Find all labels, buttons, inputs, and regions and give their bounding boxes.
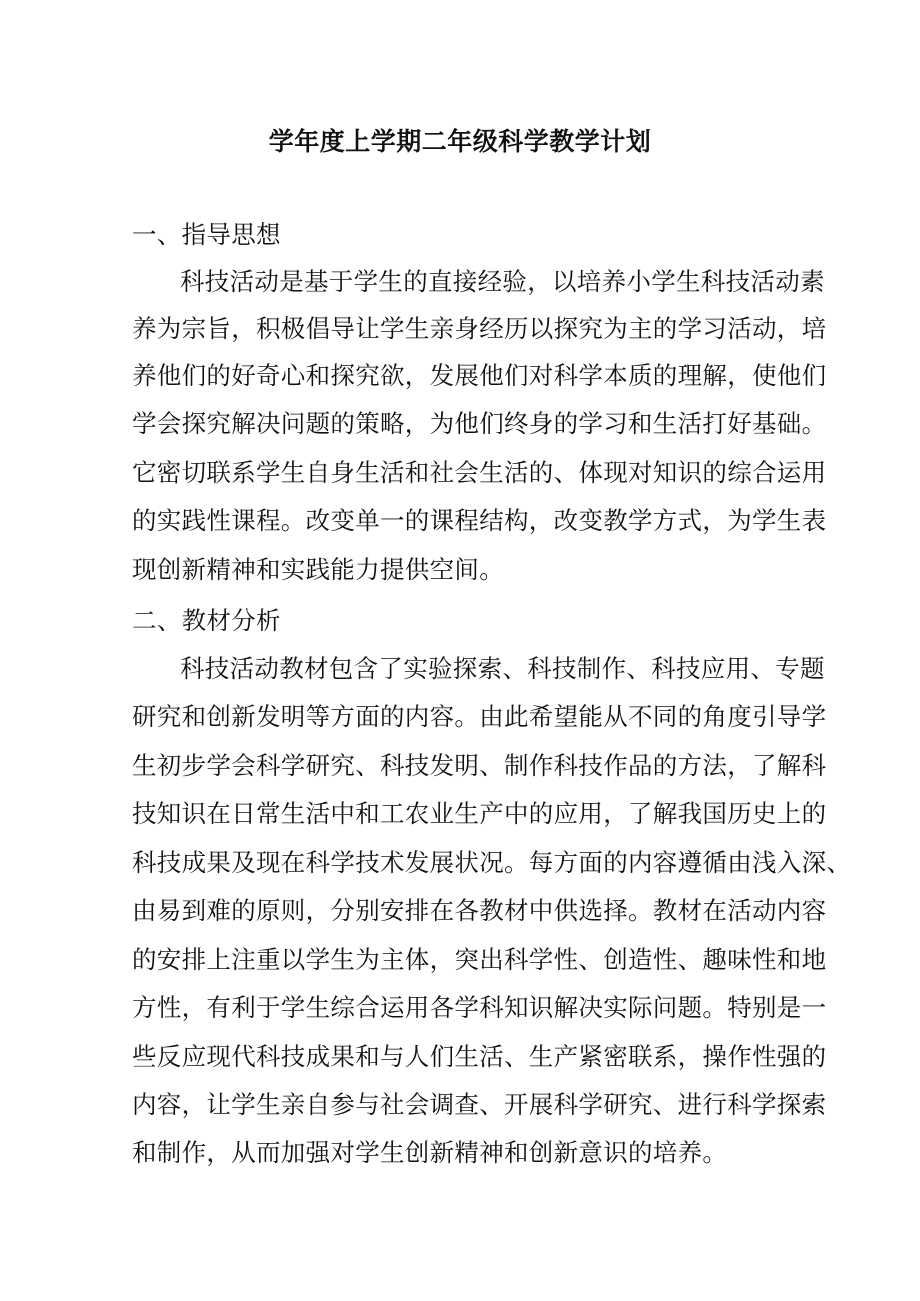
- paragraph-line: 由易到难的原则，分别安排在各教材中供选择。教材在活动内容: [132, 896, 827, 925]
- paragraph-line: 学会探究解决问题的策略，为他们终身的学习和生活打好基础。: [132, 409, 827, 438]
- paragraph-line: 的实践性课程。改变单一的课程结构，改变教学方式，为学生表: [132, 506, 827, 535]
- paragraph-line: 现创新精神和实践能力提供空间。: [132, 555, 504, 584]
- paragraph-line: 养他们的好奇心和探究欲，发展他们对科学本质的理解，使他们: [132, 361, 827, 390]
- paragraph-line: 它密切联系学生自身生活和社会生活的、体现对知识的综合运用: [132, 458, 827, 487]
- document-title: 学年度上学期二年级科学教学计划: [268, 127, 652, 156]
- paragraph-line: 技知识在日常生活中和工农业生产中的应用，了解我国历史上的: [132, 799, 827, 828]
- paragraph-line: 方性，有利于学生综合运用各学科知识解决实际问题。特别是一: [132, 993, 827, 1022]
- paragraph-line: 内容，让学生亲自参与社会调查、开展科学研究、进行科学探索: [132, 1090, 827, 1119]
- paragraph-line: 些反应现代科技成果和与人们生活、生产紧密联系，操作性强的: [132, 1042, 827, 1071]
- section-heading-textbook-analysis: 二、教材分析: [132, 606, 281, 635]
- paragraph-line: 科技活动是基于学生的直接经验，以培养小学生科技活动素: [180, 267, 825, 296]
- paragraph-line: 和制作，从而加强对学生创新精神和创新意识的培养。: [132, 1138, 728, 1167]
- paragraph-line: 养为宗旨，积极倡导让学生亲身经历以探究为主的学习活动，培: [132, 314, 827, 343]
- paragraph-line: 生初步学会科学研究、科技发明、制作科技作品的方法，了解科: [132, 751, 827, 780]
- paragraph-line: 的安排上注重以学生为主体，突出科学性、创造性、趣味性和地: [132, 945, 827, 974]
- section-heading-guiding-ideology: 一、指导思想: [132, 220, 281, 249]
- paragraph-line: 科技活动教材包含了实验探索、科技制作、科技应用、专题: [180, 654, 825, 683]
- paragraph-line: 研究和创新发明等方面的内容。由此希望能从不同的角度引导学: [132, 702, 827, 731]
- paragraph-line: 科技成果及现在科学技术发展状况。每方面的内容遵循由浅入深、: [132, 848, 852, 877]
